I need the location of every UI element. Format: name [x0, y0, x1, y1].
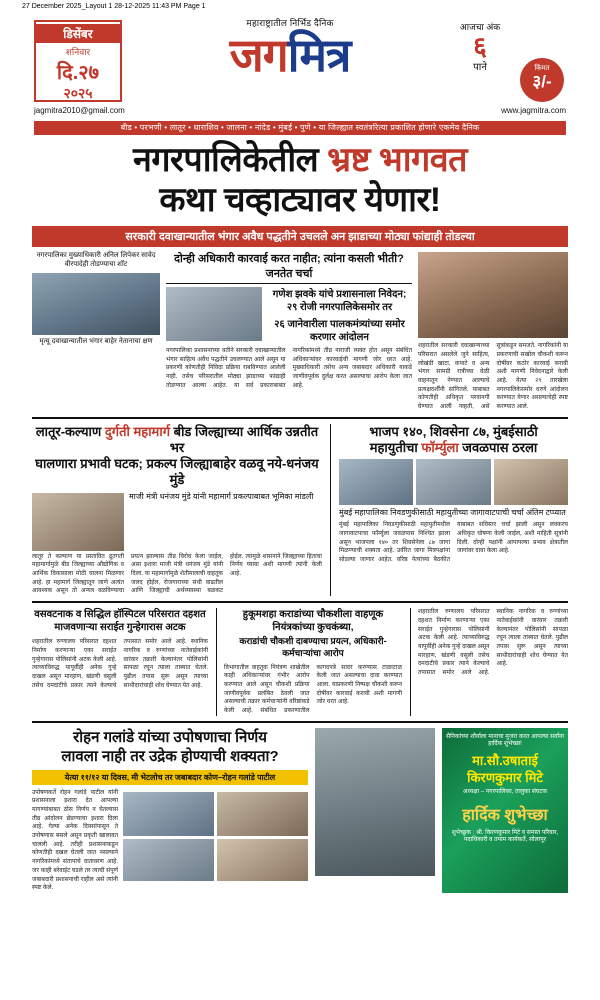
photo-protest-4 [217, 839, 308, 881]
pages-badge-number: ६ [473, 31, 487, 61]
lead-body-right: शहरातील सरकारी दवाखान्याच्या परिसरात असलेले जुने साहित्य, लोखंडी खाटा, कपाटे व अन्य भंगार सामग्री रात्रीच्या वेळी वाहनातून नेण्यात आल्याचे प्रत्यक्षदर्शींनी सांगितले. याबाबत कोणतीही अधिकृत परवानगी घेण्यात आली नव्हती, असे सूत्रांकडून समजते. नागरिकांनी या प्रकरणाची सखोल चौकशी करून दोषींवर कठोर कारवाई करावी अशी मागणी निवेदनाद्वारे केली आहे. येत्या २९ तारखेला नगरपालिकेसमोर धरणे आंदोलन करण्यात येणार असल्याचेही स्पष्ट करण्यात आले. [418, 343, 568, 411]
photo-leader-2 [416, 459, 490, 505]
band-item-1 [32, 608, 208, 716]
story-b-head-p3: जवळपास ठरला [458, 439, 538, 455]
story-b-caption: मुंबई महापालिका निवडणुकीसाठी महायुतीच्या जागावाटपाची चर्चा अंतिम टप्प्यात [339, 508, 566, 518]
ad-top-line: सैनिकांच्या शौर्याला मानाचा मुजरा करत आपल्या सर्वांना हार्दिक शुभेच्छा! [446, 733, 564, 748]
story-a-head-line2: घालणारा प्रभावी घटक; प्रकल्प जिल्ह्याबाहेर वळवू नये-धनंजय मुंडे [35, 456, 319, 488]
headline-sub-bar: सरकारी दवाखान्यातील भंगार अवैध पद्धतीने उचलले अन झाडाच्या मोठ्या फांद्याही तोडल्या [32, 226, 568, 247]
photo-main-person [418, 252, 568, 338]
pages-badge-unit: पाने [473, 62, 487, 73]
story-a-head-p1: लातूर-कल्याण [35, 423, 105, 439]
mid-section [32, 424, 568, 596]
story-b [330, 424, 568, 596]
newspaper-sheet [12, 14, 588, 893]
lead-section [32, 252, 568, 412]
headline-line1-part2: भ्रष्ट भागवत [327, 141, 468, 179]
photo-officials [32, 273, 160, 335]
bottom-photo-strip-2 [123, 839, 308, 881]
divider-1 [32, 417, 568, 419]
story-b-photo-strip [339, 459, 568, 505]
bottom-body: उपोषणकर्ते रोहन गलांडे पाटील यांनी प्रशासनाला इशारा देत आपल्या मागण्यांबाबत ठोस निर्णय न घेतल्यास तीव्र आंदोलन छेडण्याचा इशारा दिला आहे. गेल्या अनेक दिवसांपासून ते उपोषणास बसले असून प्रकृती खालावत चालली आहे. तरीही प्रशासनाकडून कोणतीही दखल घेतली जात नसल्याने नागरिकांमध्ये संतापाचे वातावरण आहे. जर काही बरेवाईट घडले तर त्याची संपूर्ण जबाबदारी प्रशासनाची राहील असे त्यांनी स्पष्ट केले. [32, 789, 118, 892]
masthead-website[interactable]: www.jagmitra.com [501, 106, 566, 115]
bottom-headline [32, 728, 308, 767]
story-a-caption: माजी मंत्री धनंजय मुंडे यांनी महामार्ग प्रकल्पाबाबत भूमिका मांडली [129, 491, 314, 501]
story-a-head-p3: बीड जिल्ह्याच्या आर्थिक उन्नतीत भर [169, 423, 319, 455]
ad-from: शुभेच्छुक : श्री. किरणकुमार मिटे व समस्त परिवार, पदाधिकारी व तमाम कार्यकर्ते, सोलापूर [451, 829, 559, 844]
lead-body-left: नगरपालिका प्रशासनाच्या वतीने सरकारी दवाखान्यातील भंगार साहित्य अवैध पद्धतीने उचलण्यात आले असून या प्रकरणी कोणतीही निविदा प्रक्रिया राबविण्यात आलेली नाही. तसेच परिसरातील मोठ्या झाडाच्या फांद्याही तोडण्यात आल्या आहेत. या सर्व प्रकाराबाबत नागरिकांमध्ये तीव्र नाराजी व्यक्त होत असून संबंधित अधिकाऱ्यांवर कारवाईची मागणी जोर धरत आहे. मुख्याधिकारी तसेच अन्य जबाबदार अधिकारी याकडे जाणीवपूर्वक दुर्लक्ष करत असल्याचा आरोप केला जात आहे. [166, 347, 412, 389]
masthead-title-wrap [130, 16, 450, 79]
band-item-3-body: शहरातील रुग्णालय परिसरात दहशत निर्माण करणाऱ्या एका सराईत गुन्हेगारास पोलिसांनी अटक केली आहे. त्याच्याविरुद्ध यापूर्वीही अनेक गुन्हे दाखल असून मारहाण, खंडणी वसुली तसेच दमदाटीचे प्रकार त्याने केल्याचे तपासात समोर आले आहे. स्थानिक नागरिक व रुग्णांच्या नातेवाईकांनी वारंवार तक्रारी केल्यानंतर पोलिसांनी सापळा रचून त्याला ताब्यात घेतले. पुढील तपास सुरू असून त्याच्या साथीदारांचाही शोध घेण्यात येत आहे. [418, 609, 568, 676]
lead-subhead-2: गणेश झवके यांचे प्रशासनाला निवेदन; २९ रोजी नगरपालिकेसमोर तर [272, 288, 407, 313]
story-b-head-p2: फॉर्म्युला [421, 439, 459, 455]
photo-protest-3 [123, 839, 214, 881]
bottom-photo-column [315, 728, 435, 893]
photo-dhananjay-munde [32, 493, 124, 551]
bottom-photo-strip-1 [123, 792, 308, 836]
date-weekday: शनिवार [65, 47, 91, 57]
cities-strip: बीड • परभणी • लातूर • धाराशिव • जालना • नांदेड • मुंबई • पुणे • या जिल्ह्यात स्वतंत्ररित्या प्रकाशित होणारे एकमेव दैनिक [34, 121, 566, 135]
masthead [12, 14, 588, 118]
bottom-headline-line2: लावला नाही तर उद्रेक होण्याची शक्यता? [61, 748, 279, 766]
story-b-head-line1: भाजप १४०, शिवसेना ८७, मुंबईसाठी [369, 423, 538, 439]
ad-greeting: हार्दिक शुभेच्छा [462, 806, 548, 824]
story-a [32, 424, 322, 596]
story-a-headline [32, 424, 322, 489]
lead-right-column [418, 252, 568, 412]
lead-left-caption-top: नगरपालिका मुख्याधिकारी अनिल लिपेकर सावेद वीरपादेही तोडण्याचा शॉट [36, 252, 156, 268]
main-headline-block [32, 140, 568, 220]
main-headline [32, 140, 568, 220]
pages-badge-label: आजचा अंक [459, 22, 501, 32]
date-day: दि.२७ [56, 62, 100, 84]
band-item-1-body: शहरातील रुग्णालय परिसरात दहशत निर्माण करणाऱ्या एका सराईत गुन्हेगारास पोलिसांनी अटक केली आहे. त्याच्याविरुद्ध यापूर्वीही अनेक गुन्हे दाखल असून मारहाण, खंडणी वसुली तसेच दमदाटीचे प्रकार त्याने केल्याचे तपासात समोर आले आहे. स्थानिक नागरिक व रुग्णांच्या नातेवाईकांनी वारंवार तक्रारी केल्यानंतर पोलिसांनी सापळा रचून त्याला ताब्यात घेतले. पुढील तपास सुरू असून त्याच्या साथीदारांचाही शोध घेण्यात येत आहे. [32, 639, 208, 689]
story-b-body: मुंबई महापालिका निवडणुकीसाठी महायुतीमधील जागावाटपाचा फॉर्म्युला जवळपास निश्चित झाला असून भाजपला १४० तर शिवसेनेला ८७ जागा मिळण्याची शक्यता आहे. उर्वरित जागा मित्रपक्षांना सोडल्या जाणार आहेत. वरिष्ठ नेत्यांच्या बैठकीत याबाबत सविस्तर चर्चा झाली असून लवकरच अधिकृत घोषणा केली जाईल, अशी माहिती सूत्रांनी दिली. दोन्ही पक्षांनी आपापल्या प्रभाव क्षेत्रातील जागांवर दावा केला आहे. [339, 522, 568, 563]
date-month: डिसेंबर [36, 24, 120, 43]
logo-part-1: जग [229, 29, 288, 81]
ad-role: अध्यक्षा – नगरपालिका, तालुका संघटक [462, 788, 548, 795]
story-a-head-p2: दुर्गती महामार्ग [104, 423, 171, 439]
lead-subhead-main: दोन्ही अधिकारी कारवाई करत नाहीत; त्यांना कसली भीती? जनतेत चर्चा [166, 252, 412, 284]
photo-protest-1 [123, 792, 214, 836]
band-item-2-body: विभागातील वाहतूक नियंत्रण शाखेतील काही अधिकाऱ्यांवर गंभीर आरोप करण्यात आले असून चौकशी प्रक्रिया जाणीवपूर्वक प्रलंबित ठेवली जात असल्याची तक्रार कर्मचाऱ्यांनी वरिष्ठांकडे केली आहे. संबंधित प्रकरणातील कागदपत्रे सादर करण्यास टाळाटाळ केली जात असल्याचा दावा करण्यात आला. याप्रकरणी निष्पक्ष चौकशी करून दोषींवर कारवाई करावी अशी मागणी जोर धरत आहे. [224, 664, 402, 714]
pages-badge [442, 20, 518, 72]
photo-officer [166, 287, 262, 341]
date-box [34, 20, 122, 102]
headline-line2: कथा चव्हाट्यावर येणार! [159, 181, 441, 220]
price-badge [520, 58, 564, 102]
story-b-head-p1: महायुतीचा [369, 439, 422, 455]
bottom-headline-line1: रोहन गलांडे यांच्या उपोषणाचा निर्णय [73, 728, 267, 746]
story-a-body: लातूर ते कल्याण या प्रस्तावित द्रुतगती महामार्गामुळे बीड जिल्ह्याच्या औद्योगिक व आर्थिक विकासाला मोठी चालना मिळणार आहे. हा महामार्ग जिल्ह्यातून जाणे अत्यंत आवश्यक असून तो अन्यत्र वळविण्याचा प्रयत्न झाल्यास तीव्र विरोध केला जाईल, असा इशारा माजी मंत्री धनंजय मुंडे यांनी दिला. या महामार्गामुळे शेतीमालाची वाहतूक जलद होईल, रोजगाराच्या संधी वाढतील आणि जिल्ह्याची अर्थव्यवस्था बळकट होईल. त्यामुळे शासनाने जिल्ह्याच्या हिताचा निर्णय घ्यावा अशी मागणी त्यांनी केली आहे. [32, 553, 322, 595]
photo-leader-1 [339, 459, 413, 505]
bottom-story [32, 728, 308, 893]
price-label: किंमत [534, 65, 550, 72]
band-three-section [32, 608, 568, 716]
bottom-section [32, 728, 568, 893]
ad-panel [442, 728, 568, 893]
print-header: 27 December 2025_Layout 1 28-12-2025 11:43 PM Page 1 [22, 3, 206, 10]
band-item-2 [216, 608, 402, 716]
band-item-2-subheadline: कराडांची चौकशी दाबण्याचा प्रयत्न, अधिकारी-कर्मचाऱ्यांचा आरोप [239, 636, 387, 658]
newspaper-logo [130, 31, 450, 79]
ad-name-line1: मा.सौ.उषाताई [472, 753, 538, 769]
photo-protest-2 [217, 792, 308, 836]
story-b-headline [339, 424, 568, 457]
headline-line1-part1: नगरपालिकेतील [132, 141, 328, 179]
lead-middle-column [166, 252, 412, 412]
price-value: ३/- [532, 72, 552, 91]
bottom-yellow-bar: येत्या ११/१२ या दिवस, मी भेटलोच तर जबाबदार कोण–रोहन गलांडे पाटील [32, 770, 308, 785]
advertisement [442, 728, 568, 893]
photo-gathering [315, 728, 435, 876]
logo-part-2: मित्र [287, 29, 351, 81]
photo-leader-3 [494, 459, 568, 505]
date-year: २०२५ [63, 85, 93, 101]
lead-subhead-3: २६ जानेवारीला पालकमंत्र्यांच्या समोर करणार आंदोलन [274, 318, 405, 343]
band-item-2-headline: हुकूमशहा कराडांच्या चौकशीला वाहणूक नियंत्रकांच्या कुचकंब्या, [242, 609, 384, 634]
band-item-3 [410, 608, 568, 716]
divider-3 [32, 721, 568, 723]
ad-name-line2: किरणकुमार मिटे [467, 769, 543, 785]
ad-name [446, 753, 564, 786]
lead-left-caption-bottom: मृत्यू दवाखान्यातील भंगार बाहेर नेतानाचा क्षण [39, 337, 153, 345]
masthead-tagline: महाराष्ट्रातील निर्भिड दैनिक [246, 18, 334, 28]
masthead-email[interactable]: jagmitra2010@gmail.com [34, 106, 125, 115]
masthead-contact-row [34, 106, 566, 115]
band-item-1-headline: वसवटनाक व सिद्धिल हॉस्पिटल परिसरात दहशत माजवणाऱ्या सराईत गुन्हेगारास अटक [34, 609, 206, 634]
divider-2 [32, 601, 568, 603]
lead-left-column [32, 252, 160, 412]
